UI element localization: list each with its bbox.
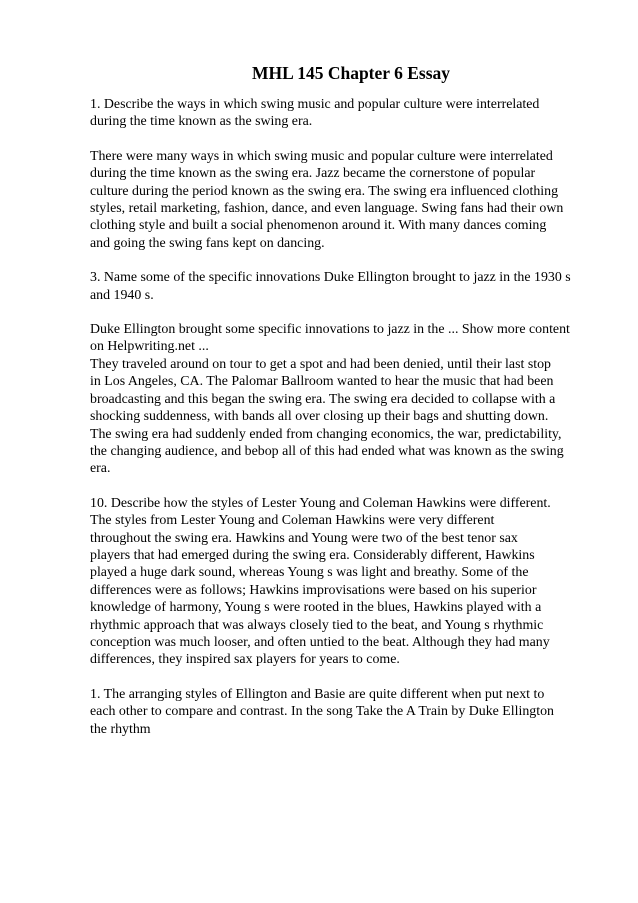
question-10-section: 10. Describe how the styles of Lester Young and Coleman Hawkins were different. The styles from Lester Young and Coleman Hawkins were very different throughout the swing era. Hawkins and Young were two of the best tenor sax players that had emerged during the swing era. Considerably different, Hawkins played a huge dark sound, whereas Young s was light and breathy. Some of the differences were as follows; Hawkins improvisations were based on his superior knowledge of harmony, Young s were rooted in the blues, Hawkins played with a rhythmic approach that was always closely tied to the beat, and Young s rhythmic conception was much looser, and often untied to the beat. Although they had many differences, they inspired sax players for years to come. [90, 495, 551, 668]
question-3-prompt: 3. Name some of the specific innovations Duke Ellington brought to jazz in the 1930 s and 1940 s. [90, 270, 571, 303]
document-title: MHL 145 Chapter 6 Essay [251, 63, 451, 83]
question-1-prompt: 1. Describe the ways in which swing music and popular culture were interrelated during the time known as the swing era. [90, 97, 540, 130]
answer-3-text: They traveled around on tour to get a spot and had been denied, until their last stop in Los Angeles, CA. The Palomar Ballroom wanted to hear the music that had been broadcasting and this began the swing era. The swing era decided to collapse with a shocking suddenness, with bands all over closing up their bags and shutting down. The swing era had suddenly ended from changing economics, the war, predictability, the changing audience, and bebop all of this had ended what was known as the swing era. [90, 356, 564, 477]
document-body [90, 96, 598, 738]
answer-1-text: There were many ways in which swing music and popular culture were interrelated during the time known as the swing era. Jazz became the cornerstone of popular culture during the period known as the swing era. The swing era influenced clothing styles, retail marketing, fashion, dance, and even language. Swing fans had their own clothing style and built a social phenomenon around it. With many dances coming and going the swing fans kept on dancing. [90, 148, 564, 251]
arranging-styles-paragraph: 1. The arranging styles of Ellington and Basie are quite different when put next to each other to compare and contrast. In the song Take the A Train by Duke Ellington the rhythm [90, 686, 555, 737]
answer-3-intro: Duke Ellington brought some specific innovations to jazz in the ... Show more content on Helpwriting.net ... [90, 322, 570, 355]
